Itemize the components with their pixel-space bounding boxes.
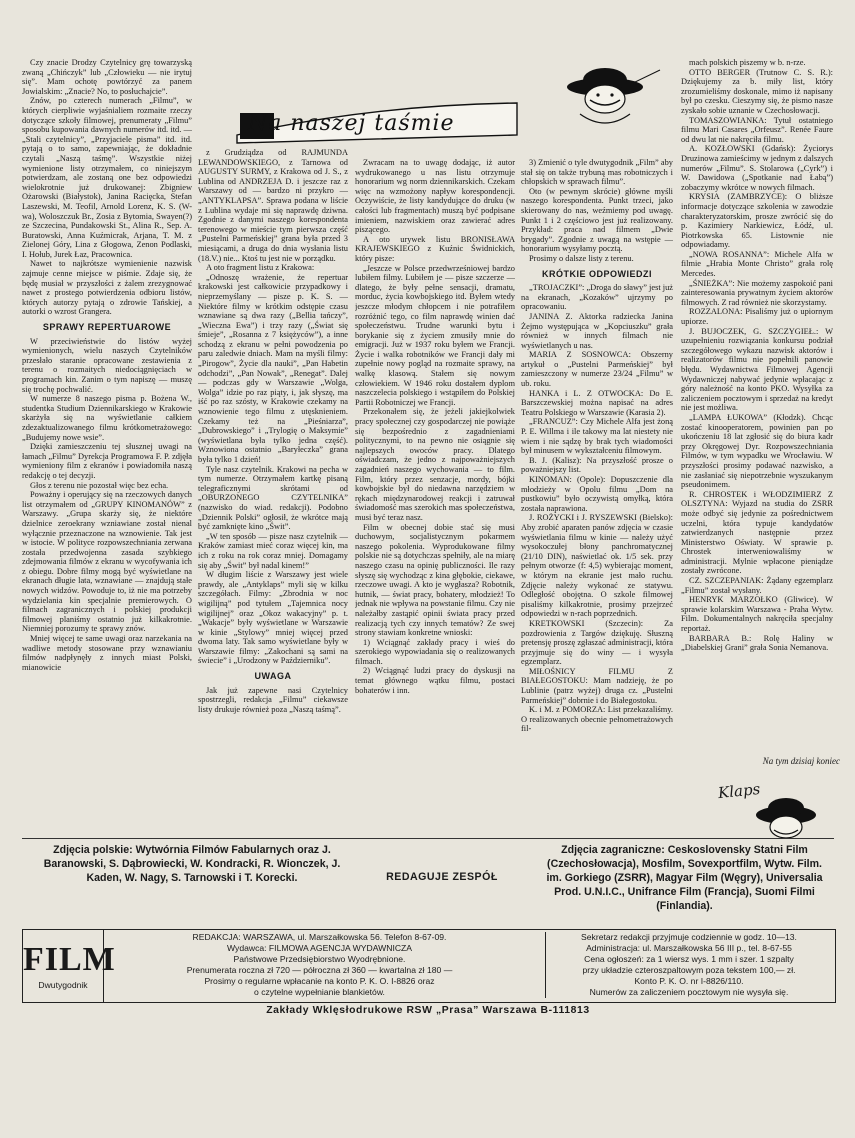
paragraph: OTTO BERGER (Trutnow C. S. R.): Dziękujemy za b. miły list, który zrozumieliśmy doskonale, mimo iż napisany był po czesku. Cieszymy się, że pismo nasze zyskało sobie uznanie w Czechosłowacji.: [681, 67, 833, 115]
footer-line: o czytelne wypełnianie blankietów.: [254, 987, 385, 997]
paragraph: 1) Wciągnąć zakłady pracy i wieś do szerokiego wypowiadania się o realizowanych filmach.: [355, 637, 515, 666]
section-heading: KRÓTKIE ODPOWIEDZI: [542, 268, 652, 279]
editor-line: REDAGUJE ZESPÓŁ: [386, 871, 498, 883]
printer-line: Zakłady Wklęsłodrukowe RSW „Prasa” Warszawa B-111813: [266, 1005, 590, 1016]
banner-title: Na naszej taśmie: [248, 111, 455, 136]
paragraph: Dzięki zamieszczeniu tej słusznej uwagi na łamach „Filmu” Dyrekcja Programowa F. P. zdjęła wymieniony film z ekranów i powiadomiła naszą redakcję o tej decyzji.: [22, 442, 192, 480]
footer-line: Państwowe Przedsiębiorstwo Wyodrębnione.: [233, 954, 406, 964]
paragraph: B. J. (Kalisz): Na przyszłość prosze o poważniejszy list.: [521, 455, 673, 475]
paragraph: Przekonałem się, że jeżeli jakiejkolwiek pracy społecznej czy gospodarczej nie powiąże się bezpośrednio z zagadnieniami politycznymi, to na pewno nie osiągnie się najlepszych owoców pracy. Dlatego oświadczam, że jedno z najpoważniejszych zagadnień naszego wychowania — to film. Film, który przez senzacje, mordy, bójki kowbojskie był do niedawna narzędziem w rękach międzynarodowej reakcji i zatruwał świadomość mas szerokich mas społeczeństwa, musi być teraz nasz.: [355, 407, 515, 522]
paragraph: HENRYK MARZOŁKO (Gliwice). W sprawie kolarskim Warszawa - Praha Wytw. Film. Dokumentalnych nakręciła specjalny reportaż.: [681, 595, 833, 634]
caricature-illustration-top: [540, 52, 670, 132]
column-4: [521, 158, 673, 831]
paragraph: „ŚNIEŻKA”: Nie możemy zaspokoić pani zainteresowania prywatnym życiem aktorów filmowych. Z rad również nie skorzystamy.: [681, 278, 833, 307]
paragraph: TOMASZOWIANKA: Tytuł ostatniego filmu Mari Casares „Orfeusz”. Renée Faure od dwu lat nie nakręciła filmu.: [681, 115, 833, 144]
paragraph: W przeciwieństwie do listów wyżej wymienionych, wielu naszych Czytelników przesłało staranie opracowane zestawienia z terenu o rozmaitych niedociągnięciach w programach kin. Zanim o tym napiszę — muszę się trochę pochwalić.: [22, 336, 192, 394]
paragraph: A oto fragment listu z Krakowa:: [206, 263, 315, 273]
paragraph: J. BUJOCZEK, G. SZCZYGIEŁ.: W uzupełnieniu rozwiązania konkursu podział szczegółowego wykazu nazwisk aktorów i realizatorów filmu nie popełnili panowie błędu. Wydawnictwa Filmowej Agencji Wydawniczej nabywać jedynie wpłacając z góry należność na konto PKO. Wysyłka za zaliczeniem pocztowym i sprzedaż na kredyt nie jest możliwa.: [681, 326, 833, 413]
column-banner: [232, 95, 522, 145]
paragraph: „TROJACZKI”: „Droga do sławy” jest już na ekranach, „Kozaków” ujrzymy po opracowaniu.: [521, 283, 673, 312]
paragraph: Oto (w pewnym skrócie) główne myśli naszego korespondenta. Punkt trzeci, jako skierowany do nas, weźmiemy pod uwagę. Punkt 1 i 2 częściowo jest już realizowany. Przykład: praca nad filmem „Dwie brygady”. Zgodnie z uwagą na wstępie — honorarium wysyłamy pocztą.: [521, 186, 673, 254]
publisher-info: [107, 932, 532, 998]
paragraph: BARBARA B.: Rolę Haliny w „Diabelskiej Grani” grała Sonia Nemanova.: [681, 633, 833, 653]
paragraph: Film w obecnej dobie stać się musi duchowym, socjalistycznym pokarmem naszego pokolenia. Wyprodukowane filmy polskie nie są dotychczas spełniły, ale na miarę naszego czasu na opinię publiczności. Ile razy słyszę się wychodząc z kina głębokie, ciekawe, rzeczowe uwagi. A kto je wygłasza? Robotnik, hutnik, — świat pracy, bohatery, młodzież! To jednak nie wpływa na powstanie filmu. Czy nie należałby zastąpić opinii świata pracy przed realizacją tych czy innych tematów? Ze swej strony stawiam konkretne wnioski:: [355, 522, 515, 638]
footer-line: Sekretarz redakcji przyjmuje codziennie w godz. 10—13.: [581, 932, 797, 942]
paragraph: Prosimy o dalsze listy z terenu.: [529, 253, 634, 263]
section-heading: SPRAWY REPERTUAROWE: [42, 322, 172, 333]
paragraph: 2) Wciągnąć ludzi pracy do dyskusji na temat głównego wątku filmu, postaci bohaterów i inn.: [355, 666, 515, 695]
paragraph: „Odnoszę wrażenie, że repertuar krakowski jest całkowicie przypadkowy i nieprzemyślany — pisze p. K. S. — Niektóre filmy w krótkim odstępie czasu wznawiane są dwa razy („Bellia tańczy”, „Wieczna Ewa”) i trzy razy („Świat się śmieje”, „Rosanna z 7 księżyców”), a inne schodzą z ekranu w pełni powodzenia po paru zaledwie dniach. Mam na myśli filmy: „Pirogow”, Życie dla nauki”, „Pan Habetin odchodzi”, „Pan Nowak”, „Renegat”. Dalej — podczas gdy w Warszawie „Wolga, Wolga” idzie po raz piąty, i, jak słyszę, ma iść po raz szósty, w Krakowie czekamy na wznowienie tego filmu z utęsknieniem. Czekamy też na „Pieśniarza”, „Dubrowskiego” i „Trylogię o Maksymie” (wyświetlana była tylko jedna część). Wznowiona ostatnio „Baryłeczka” grana była tylko 1 dzień!: [198, 272, 348, 464]
credits-top-rule: [22, 838, 834, 839]
footer-line: REDAKCJA: WARSZAWA, ul. Marszałkowska 56. Telefon 8-67-09.: [192, 932, 447, 942]
paragraph: KRYSIA (ZAMBRZYCE): O bliższe informacje dotyczące szkolenia w zawodzie charakteryzatorskim, prosze zwrócić się do p. Kazimiery Narkiewicz, Łódź, ul. Piotrkowska 65. Listownie nie odpowiadamy.: [681, 192, 833, 250]
footer-line: Konto P. K. O. nr I-8826/110.: [634, 976, 744, 986]
paragraph: Jak już zapewne nasi Czytelnicy spostrzegli, redakcja „Filmu” ciekawsze listy drukuje również poza „Naszą taśmą”.: [198, 685, 348, 714]
paragraph: „W ten sposób — pisze nasz czytelnik — Kraków zamiast mieć coraz więcej kin, ma ich z roku na rok coraz mniej. Domagamy się aby „Świt” był nadal kinem!”: [198, 531, 348, 570]
paragraph: JANINA Z. Aktorka radziecka Janina Żejmo występująca w „Kopciuszku” grała również w innych filmach nie wyświetlanych u nas.: [521, 311, 673, 350]
signature: Klaps: [717, 779, 762, 803]
paragraph: z Grudziądza od RAJMUNDA LEWANDOWSKIEGO, z Tarnowa od AUGUSTY SURMY, z Krakowa od J. S., z Lublina od ANDRZEJA D. i jeszcze raz z Warszawy od — bardzo ni przykro — „ANTYKLAPSA”. Sprawa podana w liście z Lublina wydaje mi się naprawdę dziwna. Zgodnie z danymi naszego korespondenta terenowego w mieście tym pierwsza część „Pustelni Parmeńskiej” grana była przed 3 miesiącami, a druga do dnia wysłania listu (18.V.) nie... Ktoś tu jest nie w porządku.: [198, 148, 348, 263]
paragraph: Tyle nasz czytelnik. Krakowi na pecha w tym numerze. Otrzymałem kartkę pisaną telegraficznymi skrótami od „OBURZONEGO CZYTELNIKA” (nazwisko do wiad. redakcji). Podobno „Dziennik Polski” ogłosił, że wkrótce mają być zamknięte kino „Świt”.: [198, 464, 348, 532]
film-logo: [23, 930, 116, 1002]
logo-subtitle: Dwutygodnik: [38, 980, 88, 990]
footer-line: Wydawca: FILMOWA AGENCJA WYDAWNICZA: [226, 943, 413, 953]
paragraph: „FRANCUZ”: Czy Michele Alfa jest żoną P. E. Willma i ile takowy ma lat niestety nie wiem i nie sądzę by brak tych wiadomości był minusem w wykształceniu filmowym.: [521, 417, 673, 456]
paragraph: KRETKOWSKI (Szczecin): Za pozdrowienia z Targów dziękuję. Słuszną pretensję proszę zgłaszać administracji, która przyjmuje się do winy — i wysyła egzemplarz.: [521, 618, 673, 667]
paragraph: ROZZALONA: Pisaliśmy już o upiornym upiorze.: [681, 307, 833, 327]
paragraph: Głos z terenu nie pozostał więc bez echa.: [30, 480, 169, 490]
footer-line: Numerów za zaliczeniem pocztowym nie wysyła się.: [589, 987, 789, 997]
logo-text: FILM: [23, 941, 116, 978]
paragraph: HANKA i L. Z OTWOCKA: Do E. Barszczewskiej można napisać na adres Teatru Polskiego w Warszawie (Karasia 2).: [521, 388, 673, 417]
footer-line: Prosimy o regularne wpłacanie na konto P. K. O. I-8826 oraz: [204, 976, 435, 986]
paragraph: R. CHROSTEK i WŁODZIMIERZ Z OLSZTYNA: Wyjazd na studia do ZSRR może odbyć się jedynie za pośrednictwem uczelni, która typuje kandydatów zatwierdzanych następnie przez Ministerstwo Oświaty. W sprawie p. Chrostek interweniowaliśmy w administracji. Mylnie wpłacone pieniądze zostały zwrócone.: [681, 489, 833, 576]
paragraph: W długim liście z Warszawy jest wiele prawdy, ale „Antyklaps” myli się w kilku szczegółach. Filmy: „Zbrodnia w noc wigilijną” pod tytułem „Tajemnica nocy wigilijnej” oraz „Okoz wakacyjny” p. t. „Wakacje” były wyświetlane w Warszawie w kinie „Stylowy” mniej więcej przed dwoma laty. Tak samo wyświetlane były w Warszawie filmy: „Zakochani są sami na świecie” i „Urodzony w Październiku”.: [198, 570, 348, 666]
column-3: [355, 158, 515, 831]
paragraph: Czy znacie Drodzy Czytelnicy grę towarzyską zwaną „Chińczyk” lub „Człowieku — nie irytuj się”. Mam ochotę powtórzyć za panem Jowialskim: „Znacie? No, to posłuchajcie”.: [22, 58, 192, 96]
footer-line: Cena ogłoszeń: za 1 wiersz wys. 1 mm i szer. 1 szpalty: [584, 954, 794, 964]
end-note: Na tym dzisiaj koniec: [762, 756, 840, 766]
paragraph: J. ROŻYCKI i J. RYSZEWSKI (Bielsko): Aby zrobić aparaten panów zdjęcia w czasie wyświetlania filmu w kinie — należy użyć wysokoczułej błony panchromatycznej (21/10 DIN), naświetlać ok. 1/5 sek. przy pełnym otworze (f: 4,5) wybierając moment, w którym na ekranie jest mało ruchu. Zdjęcie należy wykonać ze statywu. Odległość obojętna. O szkole filmowej pisaliśmy kilkakrotnie, prosimy przejrzeć odpowiedzi w n-rach poprzednich.: [521, 513, 673, 619]
caricature-illustration-bottom: [686, 775, 836, 845]
column-5: [681, 58, 833, 831]
paragraph: A. KOZŁOWSKI (Gdańsk): Życiorys Druzinowa zamieścimy w jednym z dalszych numerów „Filmu”. S. Stolarowa („Cyrk”) i W. Dawidowa („Spotkanie nad Łabą”) zobaczymy wkrótce w nowych filmach.: [681, 144, 833, 192]
paragraph: mach polskich piszemy w b. n-rze.: [689, 58, 806, 67]
foreign-photo-credits: Zdjęcia zagraniczne: Ceskoslovensky Statni Film (Czechosłowacja), Mosfilm, Sovexportfilm, Wytw. Film. im. Gorkiego (ZSRR), Magyar Film (Węgry), Universalia Prod. U.N.I.C., Unifrance Film (Francja), Suomi Filmi (Finlandia).: [546, 844, 823, 912]
paragraph: „Jeszcze w Polsce przedwrześniowej bardzo lubiłem filmy. Lubiłem je — pisze szczerze — dlatego, że były pełne sensacji, dramatu, morduc, życia kowbojskiego itd. Byłem wtedy jeszcze młodym chłopcem i nie potrafiłem rozróżnić tego, co film naprawdę winien dać społeczeństwu. Trudne warunki bytu i borykanie się z życiem zmusiły mnie do emigracji. Już w 1937 roku byłem we Francji. Życie i walka robotników we Francji dały mi zupełnie nowy pogląd na rozmaite sprawy, na walkę klasową. Stałem się nowym człowiekiem. W 1946 roku dostałem dyplom naszczelecia polskiego i wstąpiłem do Polskiej Partii Robotniczej we Francji.: [355, 263, 515, 407]
paragraph: K. i M. z POMORZA: List przekazaliśmy. O realizowanych obecnie pełnometrażowych fil-: [521, 705, 673, 734]
column-1: [22, 58, 192, 831]
paragraph: Poważny i operujący się na rzeczowych danych list otrzymałem od „GRUPY KINOMANÓW” z Warszawy. „Grupa skarży się, że niektóre dzielnice zeroekrany wzniawiane został nienal wyłącznie przeznaczone na wznowienie. Tak jest w istocie. W polityce rozpowszechniania zerwana została przedwojenna zasada szybkiego zdejmowania filmów z ekranu w wycofywania ich z obiegu. Dobre filmy mogą być wyświetlane na ekranach długie lata, wznawiane — znajdują stałe nowych widzów. Powoduje to, iż nie ma potrzeby wydzielania kin specjalnie premierowych. O filmach zagranicznych i polskiej produkcji filmowej planiśmy ostatnio już kilkakrotnie. Niemniej porozumy te sprawy znów.: [22, 490, 192, 634]
footer-line: Administracja: ul. Marszałkowska 56 III p., tel. 8-67-55: [586, 943, 792, 953]
paragraph: 3) Zmienić o tyle dwutygodnik „Film” aby stał się on także trybuną mas robotniczych i chłopskich w sprawach filmu”.: [521, 158, 673, 187]
paragraph: A oto urywek listu BRONISŁAWA KRAJEWSKIEGO z Kuźnic Świdnickich, który pisze:: [355, 234, 515, 263]
paragraph: KINOMAN: (Opole): Dopuszczenie dla młodzieży w Opolu filmu „Dom na pustkowiu” było oczywistą omyłką, która została naprawiona.: [521, 475, 673, 513]
paragraph: Zwracam na to uwagę dodając, iż autor wydrukowanego u nas listu otrzymuje honorarium wg norm dziennikarskich. Czekam więc na wzmożony napływ korespondencji. Oczywiście, że listy kandydujące do druku (w całości lub fragmentach) muszą być podpisane imieniem, nazwiskiem oraz zawierać adres piszącego.: [355, 158, 515, 235]
footer-line: Prenumerata roczna zł 720 — półroczna zł 360 — kwartalna zł 180 —: [186, 965, 453, 975]
footer-line: przy układzie czteroszpaltowym poza tekstem 100,— zł.: [582, 965, 796, 975]
column-2: [198, 148, 348, 831]
polish-photo-credits: Zdjęcia polskie: Wytwórnia Filmów Fabularnych oraz J. Baranowski, S. Dąbrowiecki, W. Kondracki, R. Wionczek, J. Kaden, W. Nagy, S. Tarnowski i T. Korecki.: [43, 844, 341, 884]
section-heading: UWAGA: [254, 671, 292, 682]
paragraph: Znów, po czterech numerach „Filmu”, w których cierpliwie wyjaśnialiem rozmaite rzeczy dotyczące szkoły filmowej, prenumeraty „Filmu” sposobu kupowania dawnych numerów itd. itd. — „Stali czytelnicy”, „Przyjaciele pisma” itd. itd. pytają o to samo, zapewniając, że dokładnie czytali „Naszą taśmę”. Wszystkie niżej wymienione listy otrzymałem, co niniejszym potwierdzam, ale zostaną one bez odpowiedzi wielokrotnie już drukowanej: Zbigniew Ożarowski (Białystok), Janina Racięcka, Stefan Laszewski, M. Teofil, Arnold Lorenz, K. S. (W-wa), Woloszczuk Br., Zosia z Bytomia, Swayen(?) ze Szczecina, Pundakowski St., Alina R., Sep. A. Buratowski, Anna Kuźmicrak, Arjana, T. M. z Zielonej Góry, Lina z Głogowa, Zenon Podlaski, I. Hołub, Jurek Łaz, Pracownica.: [22, 96, 192, 259]
paragraph: MIŁOŚNICY FILMU Z BIAŁEGOSTOKU: Mam nadzieję, że po Lublinie (patrz wyżej) druga cz. „Pustelni Parmeńskiej” dobrnie i do Białegostoku.: [521, 666, 673, 705]
office-notice: [545, 932, 832, 998]
masthead-footer: [22, 929, 836, 1003]
paragraph: MARIA Z SOSNOWCA: Obszerny artykuł o „Pustelni Parmeńskiej” był zamieszczony w numerze 23/24 „Filmu” w ub. roku.: [521, 350, 673, 389]
paragraph: Mniej więcej te same uwagi oraz narzekania na wadliwe metody stosowane przy wznawianiu filmów nadpłynęły z innych miast Polski, mianowicie: [22, 634, 192, 672]
paragraph: W numerze 8 naszego pisma p. Bożena W., studentka Studium Dziennikarskiego w Krakowie skarżyła się na wyświetlanie całkiem zdezaktualizowanego filmu krótkometrażowego: „Budujemy nowe wsie”.: [22, 394, 192, 442]
photo-credits: [22, 843, 832, 925]
paragraph: „LAMPA ŁUKOWA” (Kłodzk). Chcąc zostać kinooperatorem, powinien pan po ukończeniu 18 lat zgłosić się do biura kadr przy Okręgowej Dyr. Rozpowszechniania Filmów, w tym wypadku we Wrocławiu. W przyszłości prosimy podawać nazwisko, a nie zasłaniać się niepotrzebnie wyszukanym pseudonimem.: [681, 412, 833, 490]
paragraph: „NOWA ROSANNA”: Michele Alfa w filmie „Hrabia Monte Christo” grała rolę Mercedes.: [681, 249, 833, 279]
paragraph: CZ. SZCZEPANIAK: Żądany egzemplarz „Filmu” został wysłany.: [681, 576, 833, 595]
paragraph: Nawet to najkrótsze wymienienie nazwisk zajmuje cenne miejsce w piśmie. Zdaje się, że będę musiał w przyszłości z żalem zrezygnować nawet z prostego potwierdzenia odbioru listów, których autorzy pytają o zdrowie Tańskiej, a autorki o wzrost Grangera.: [22, 259, 192, 317]
